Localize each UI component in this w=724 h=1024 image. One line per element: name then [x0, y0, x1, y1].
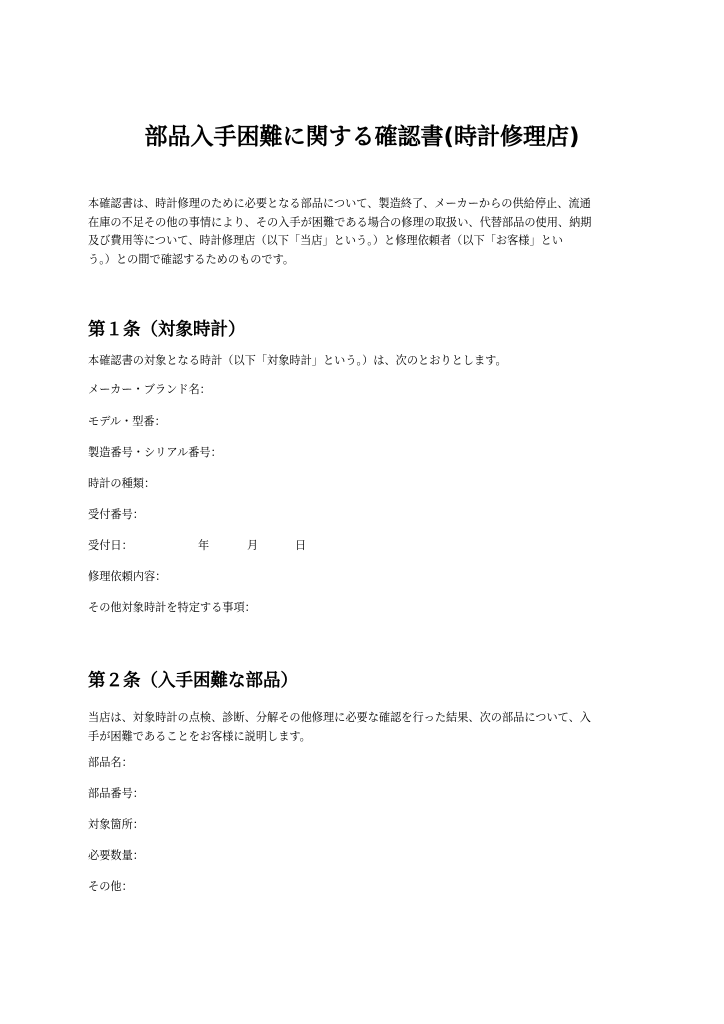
section-1-heading: 第１条（対象時計）	[88, 320, 246, 340]
field-repair-request: 修理依頼内容：	[88, 570, 167, 583]
field-required-quantity: 必要数量：	[88, 849, 144, 862]
date-unit-day: 日	[295, 539, 307, 552]
field-reception-number: 受付番号：	[88, 508, 144, 521]
section-2-heading: 第２条（入手困難な部品）	[88, 671, 298, 691]
field-reception-date: 受付日：	[88, 539, 133, 552]
date-unit-year: 年	[198, 539, 210, 552]
field-other-identifying: その他対象時計を特定する事項：	[88, 601, 256, 614]
field-serial-number: 製造番号・シリアル番号：	[88, 446, 222, 459]
field-model: モデル・型番：	[88, 415, 166, 428]
field-target-location: 対象箇所：	[88, 818, 144, 831]
field-other: その他：	[88, 880, 133, 893]
field-part-name: 部品名：	[88, 756, 133, 769]
field-maker-brand: メーカー・ブランド名：	[88, 383, 211, 396]
field-part-number: 部品番号：	[88, 787, 144, 800]
document-title: 部品入手困難に関する確認書(時計修理店)	[144, 124, 580, 150]
field-watch-type: 時計の種類：	[88, 477, 156, 490]
section-2-lead: 当店は、対象時計の点検、診断、分解その他修理に必要な確認を行った結果、次の部品について、入 手が困難であることをお客様に説明します。	[88, 711, 591, 743]
section-1-lead: 本確認書の対象となる時計（以下「対象時計」という。）は、次のとおりとします。	[88, 354, 507, 367]
intro-paragraph: 本確認書は、時計修理のために必要となる部品について、製造終了、メーカーからの供給停止、流通 在庫の不足その他の事情により、その入手が困難である場合の修理の取扱い、代替部品の使用、納期 及び費用等について、時計修理店（以下「当店」という。）と修理依頼者（以下「お客様」とい う。）との間で確認するためのものです。	[88, 197, 592, 267]
date-unit-month: 月	[247, 539, 259, 552]
